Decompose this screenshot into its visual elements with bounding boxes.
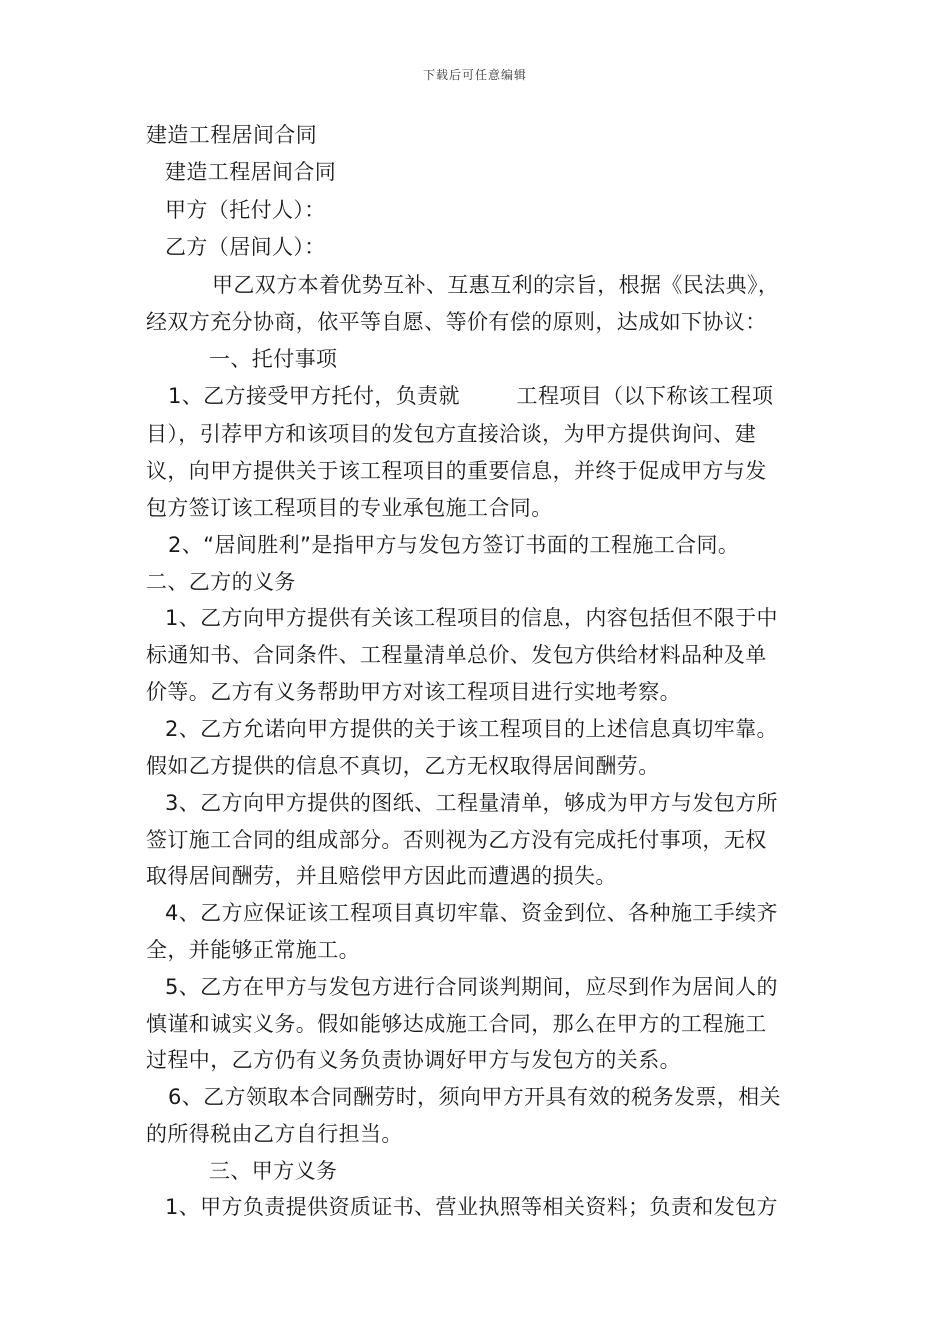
section-heading: 三、甲方义务: [209, 1159, 338, 1183]
paragraph-line: 4、乙方应保证该工程项目真切牢靠、资金到位、各种施工手续齐: [165, 901, 778, 925]
paragraph-line: 过程中，乙方仍有义务负责协调好甲方与发包方的关系。: [146, 1048, 681, 1072]
paragraph-line: 目），引荐甲方和该项目的发包方直接洽谈，为甲方提供询问、建: [146, 422, 757, 446]
paragraph-line: 的所得税由乙方自行担当。: [146, 1122, 403, 1146]
section-heading: 二、乙方的义务: [146, 570, 296, 594]
paragraph-line: 1、甲方负责提供资质证书、营业执照等相关资料；负责和发包方: [165, 1195, 778, 1219]
paragraph-line: 1、乙方接受甲方托付，负责就 工程项目（以下称该工程项: [168, 384, 774, 408]
paragraph-line: 签订施工合同的组成部分。否则视为乙方没有完成托付事项，无权: [146, 828, 767, 852]
paragraph-line: 标通知书、合同条件、工程量清单总价、发包方供给材料品种及单: [146, 643, 767, 667]
party-a-line: 甲方（托付人）：: [165, 198, 326, 222]
paragraph-line: 5、乙方在甲方与发包方进行合同谈判期间，应尽到作为居间人的: [165, 975, 778, 999]
contract-subtitle: 建造工程居间合同: [165, 160, 337, 184]
paragraph-line: 6、乙方领取本合同酬劳时，须向甲方开具有效的税务发票，相关: [168, 1085, 781, 1109]
paragraph-line: 慎谨和诚实义务。假如能够达成施工合同，那么在甲方的工程施工: [146, 1012, 767, 1036]
paragraph-line: 甲乙双方本着优势互补、互惠互利的宗旨，根据《民法典》，: [212, 273, 780, 297]
paragraph-line: 经双方充分协商，依平等自愿、等价有偿的原则，达成如下协议：: [146, 310, 767, 334]
paragraph-line: 议，向甲方提供关于该工程项目的重要信息，并终于促成甲方与发: [146, 459, 767, 483]
paragraph-line: 价等。乙方有义务帮助甲方对该工程项目进行实地考察。: [146, 680, 681, 704]
paragraph-line: 2、“居间胜利”是指甲方与发包方签订书面的工程施工合同。: [168, 533, 740, 557]
paragraph-line: 3、乙方向甲方提供的图纸、工程量清单，够成为甲方与发包方所: [165, 791, 778, 815]
paragraph-line: 取得居间酬劳，并且赔偿甲方因此而遭遇的损失。: [146, 864, 617, 888]
page-header-note: 下载后可任意编辑: [422, 68, 527, 82]
paragraph-line: 2、乙方允诺向甲方提供的关于该工程项目的上述信息真切牢靠。: [165, 717, 778, 741]
paragraph-line: 1、乙方向甲方提供有关该工程项目的信息，内容包括但不限于中: [165, 606, 778, 630]
paragraph-line: 包方签订该工程项目的专业承包施工合同。: [146, 496, 553, 520]
party-b-line: 乙方（居间人）：: [165, 235, 326, 259]
document-title: 建造工程居间合同: [146, 123, 318, 147]
paragraph-line: 假如乙方提供的信息不真切，乙方无权取得居间酬劳。: [146, 754, 660, 778]
section-heading: 一、托付事项: [209, 347, 338, 371]
paragraph-line: 全，并能够正常施工。: [146, 938, 360, 962]
